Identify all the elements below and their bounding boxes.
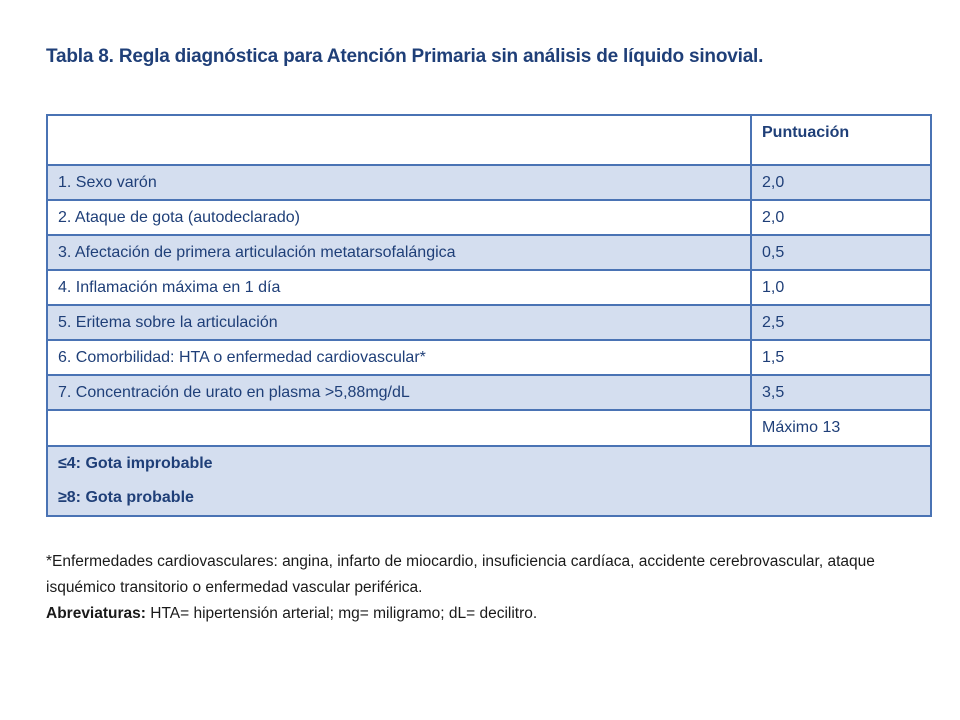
table-header-row	[47, 115, 931, 165]
table-notes	[46, 549, 926, 627]
criterion-cell: 5. Eritema sobre la articulación	[47, 305, 751, 340]
score-cell: 2,0	[751, 165, 931, 200]
criterion-cell: 3. Afectación de primera articulación metatarsofalángica	[47, 235, 751, 270]
score-cell: 3,5	[751, 375, 931, 410]
total-row	[47, 410, 931, 446]
header-score-cell: Puntuación	[751, 115, 931, 165]
table-row	[47, 270, 931, 305]
criterion-cell: 1. Sexo varón	[47, 165, 751, 200]
table-row	[47, 235, 931, 270]
footnote: *Enfermedades cardiovasculares: angina, infarto de miocardio, insuficiencia cardíaca, accidente cerebrovascular, ataque isquémico transitorio o enfermedad vascular periférica.	[46, 553, 875, 596]
criterion-cell: 7. Concentración de urato en plasma >5,88mg/dL	[47, 375, 751, 410]
header-item-cell	[47, 115, 751, 165]
criterion-cell: 6. Comorbilidad: HTA o enfermedad cardiovascular*	[47, 340, 751, 375]
abbreviations-label: Abreviaturas:	[46, 605, 146, 622]
interpretation-row	[47, 446, 931, 516]
table-row	[47, 340, 931, 375]
interpretation-probable: ≥8: Gota probable	[58, 489, 194, 506]
table-row	[47, 305, 931, 340]
table-row	[47, 375, 931, 410]
diagnostic-rule-table	[46, 114, 932, 517]
score-cell: 0,5	[751, 235, 931, 270]
table-title: Tabla 8. Regla diagnóstica para Atención Primaria sin análisis de líquido sinovial.	[46, 46, 764, 67]
table-row	[47, 165, 931, 200]
score-cell: 2,0	[751, 200, 931, 235]
criterion-cell: 4. Inflamación máxima en 1 día	[47, 270, 751, 305]
total-score-cell: Máximo 13	[751, 410, 931, 446]
abbreviations-text: HTA= hipertensión arterial; mg= miligramo; dL= decilitro.	[145, 605, 538, 622]
table-row	[47, 200, 931, 235]
total-item-cell	[47, 410, 751, 446]
score-cell: 1,5	[751, 340, 931, 375]
score-cell: 2,5	[751, 305, 931, 340]
abbreviations-line	[46, 601, 926, 627]
criterion-cell: 2. Ataque de gota (autodeclarado)	[47, 200, 751, 235]
interpretation-improbable: ≤4: Gota improbable	[58, 455, 213, 472]
score-cell: 1,0	[751, 270, 931, 305]
interpretation-cell	[47, 446, 931, 516]
